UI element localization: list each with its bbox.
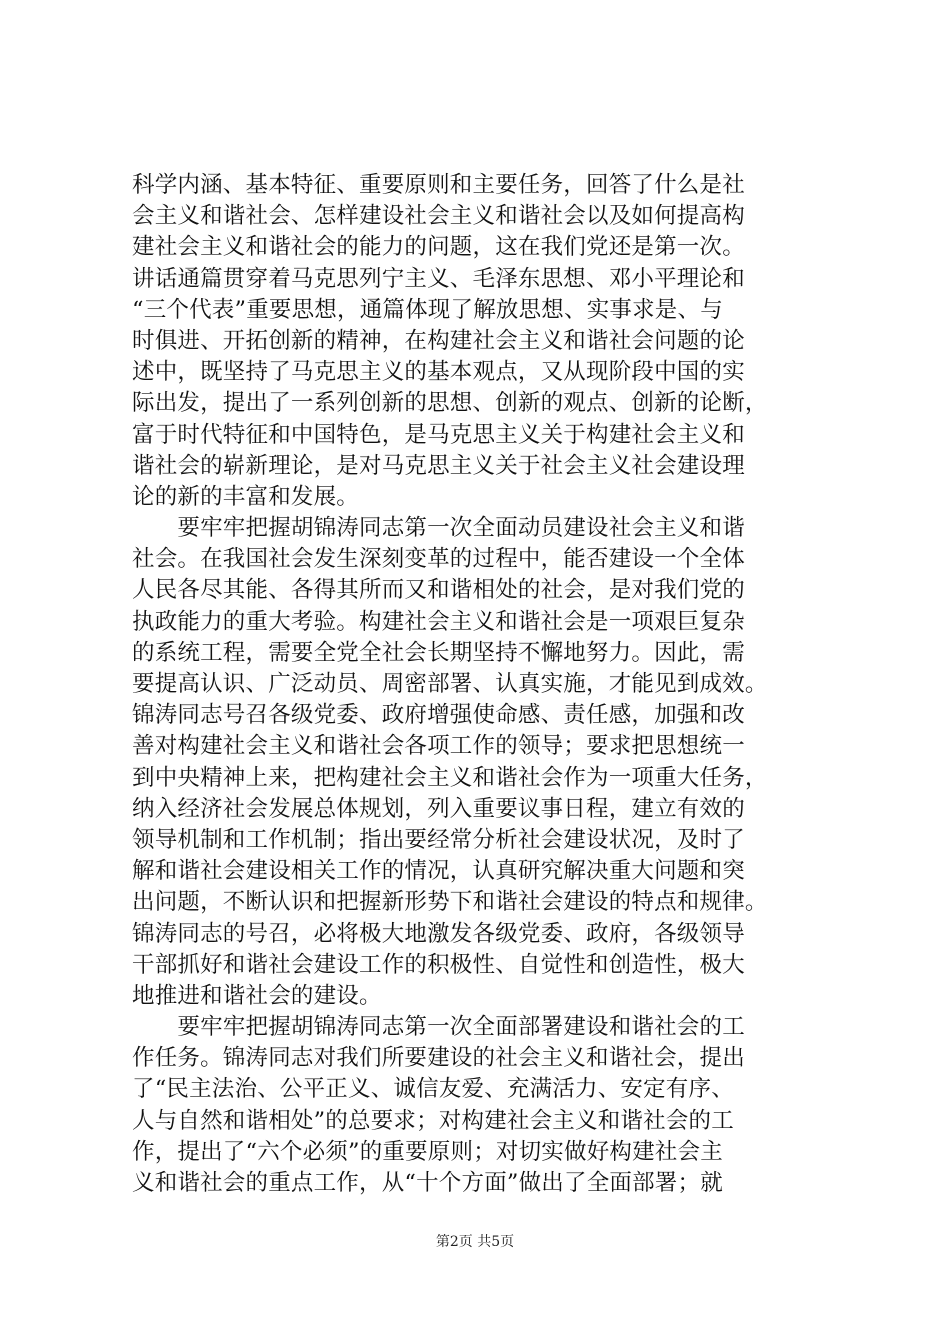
text-line: 的系统工程，需要全党全社会长期坚持不懈地努力。因此，需	[132, 639, 745, 666]
text-line: 述中，既坚持了马克思主义的基本观点，又从现阶段中国的实	[132, 359, 745, 386]
text-line: 人民各尽其能、各得其所而又和谐相处的社会，是对我们党的	[132, 577, 745, 604]
text-line: 作任务。锦涛同志对我们所要建设的社会主义和谐社会，提出	[132, 1045, 745, 1072]
text-line: 要提高认识、广泛动员、周密部署、认真实施，才能见到成效。	[132, 671, 768, 697]
text-line: 了“民主法治、公平正义、诚信友爱、充满活力、安定有序、	[132, 1076, 734, 1103]
text-line: 领导机制和工作机制；指出要经常分析社会建设状况，及时了	[132, 826, 745, 853]
text-line: 干部抓好和谐社会建设工作的积极性、自觉性和创造性，极大	[132, 951, 745, 978]
text-line: 际出发，提出了一系列创新的思想、创新的观点、创新的论断，	[132, 390, 768, 417]
text-line: 锦涛同志的号召，必将极大地激发各级党委、政府，各级领导	[132, 920, 745, 947]
text-line: 时俱进、开拓创新的精神，在构建社会主义和谐社会问题的论	[132, 327, 745, 354]
text-line: 善对构建社会主义和谐社会各项工作的领导；要求把思想统一	[132, 733, 745, 760]
text-line: 锦涛同志号召各级党委、政府增强使命感、责任感，加强和改	[132, 702, 745, 729]
text-line: 执政能力的重大考验。构建社会主义和谐社会是一项艰巨复杂	[132, 608, 745, 635]
text-line: 论的新的丰富和发展。	[132, 483, 360, 510]
text-line: 作，提出了“六个必须”的重要原则；对切实做好构建社会主	[132, 1138, 723, 1165]
text-line: 谐社会的崭新理论，是对马克思主义关于社会主义社会建设理	[132, 452, 745, 479]
text-line: 人与自然和谐相处”的总要求；对构建社会主义和谐社会的工	[132, 1107, 734, 1134]
body-text	[132, 170, 852, 1199]
page-number-label: 第2页 共5页	[435, 1234, 515, 1250]
text-line: 出问题，不断认识和把握新形势下和谐社会建设的特点和规律。	[132, 889, 768, 916]
text-line: 要牢牢把握胡锦涛同志第一次全面动员建设社会主义和谐	[132, 515, 745, 542]
text-line: 到中央精神上来，把构建社会主义和谐社会作为一项重大任务，	[132, 764, 768, 791]
text-line: 科学内涵、基本特征、重要原则和主要任务，回答了什么是社	[132, 172, 745, 198]
page-footer	[0, 1232, 950, 1252]
text-line: 解和谐社会建设相关工作的情况，认真研究解决重大问题和突	[132, 858, 745, 885]
text-line: 会主义和谐社会、怎样建设社会主义和谐社会以及如何提高构	[132, 203, 745, 230]
text-line: 义和谐社会的重点工作，从“十个方面”做出了全面部署；就	[132, 1170, 723, 1196]
text-line: “三个代表”重要思想，通篇体现了解放思想、实事求是、与	[132, 296, 723, 323]
text-line: 地推进和谐社会的建设。	[132, 982, 382, 1009]
text-line: 纳入经济社会发展总体规划，列入重要议事日程，建立有效的	[132, 795, 745, 822]
text-line: 社会。在我国社会发生深刻变革的过程中，能否建设一个全体	[132, 546, 745, 573]
text-line: 要牢牢把握胡锦涛同志第一次全面部署建设和谐社会的工	[132, 1014, 745, 1041]
text-line: 建社会主义和谐社会的能力的问题，这在我们党还是第一次。	[132, 234, 745, 261]
text-line: 讲话通篇贯穿着马克思列宁主义、毛泽东思想、邓小平理论和	[132, 265, 745, 292]
text-line: 富于时代特征和中国特色，是马克思主义关于构建社会主义和	[132, 421, 745, 448]
